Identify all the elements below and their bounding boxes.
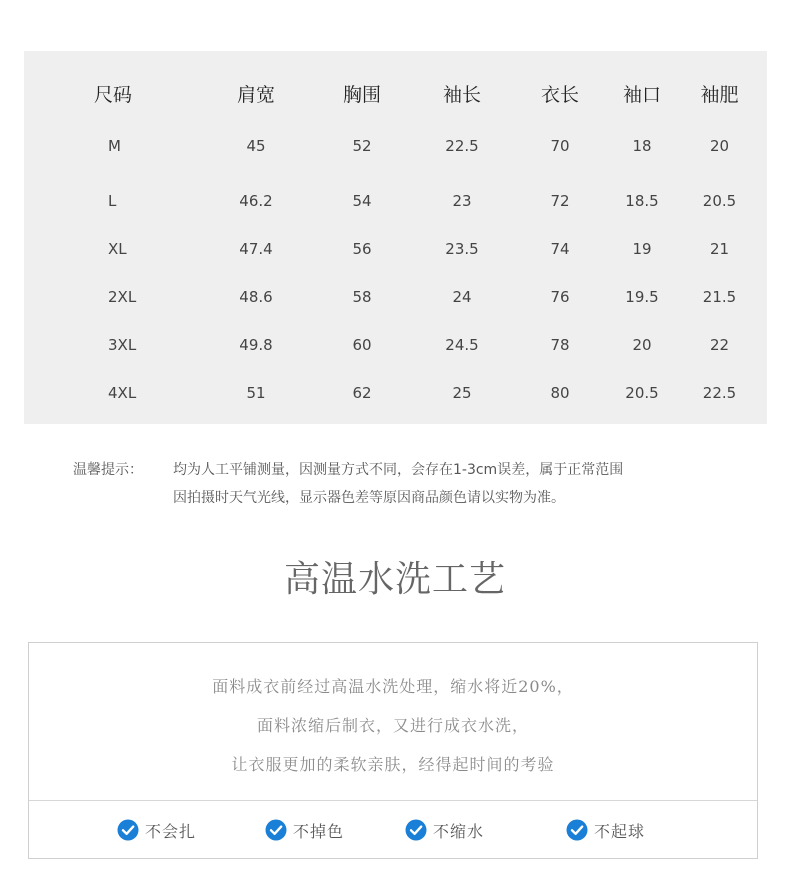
cell-sleeve-width: 20.5	[702, 192, 737, 210]
cell-sleeve-length: 24.5	[445, 336, 479, 354]
header-shoulder: 肩宽	[236, 83, 275, 106]
cell-body-length: 80	[550, 384, 570, 402]
cell-size: 4XL	[108, 384, 137, 402]
wash-description	[29, 667, 757, 784]
cell-chest: 54	[352, 192, 372, 210]
feature-label: 不掉色	[293, 821, 345, 841]
check-circle-icon	[405, 819, 427, 841]
cell-shoulder: 47.4	[239, 240, 273, 258]
cell-size: M	[108, 137, 121, 155]
cell-body-length: 72	[550, 192, 570, 210]
feature-no-fade	[265, 818, 344, 842]
cell-sleeve-width: 22	[709, 336, 730, 354]
cell-body-length: 70	[550, 137, 570, 155]
cell-shoulder: 45	[246, 137, 266, 155]
cell-sleeve-length: 23.5	[445, 240, 479, 258]
cell-chest: 60	[352, 336, 372, 354]
cell-body-length: 76	[550, 288, 570, 306]
notice-text	[173, 456, 773, 512]
cell-body-length: 78	[550, 336, 570, 354]
size-table-header-row	[24, 51, 767, 135]
section-title: 高温水洗工艺	[283, 559, 506, 600]
cell-chest: 56	[352, 240, 372, 258]
table-row	[24, 225, 767, 273]
check-circle-icon	[117, 819, 139, 841]
check-circle-icon	[265, 819, 287, 841]
feature-no-shrink	[405, 818, 484, 842]
header-sleeve-width: 袖肥	[700, 83, 739, 106]
header-size: 尺码	[94, 83, 133, 106]
cell-chest: 52	[352, 137, 372, 155]
cell-sleeve-width: 21.5	[702, 288, 737, 306]
cell-shoulder: 49.8	[239, 336, 273, 354]
header-sleeve-length: 袖长	[442, 83, 481, 106]
notice-label: 温馨提示：	[73, 462, 143, 478]
divider	[29, 800, 757, 801]
cell-cuff: 19.5	[625, 288, 659, 306]
notice-line: 因拍摄时天气光线，显示器色差等原因商品颜色请以实物为准。	[173, 490, 565, 506]
cell-cuff: 20	[632, 336, 652, 354]
cell-size: 3XL	[108, 336, 137, 354]
cell-body-length: 74	[550, 240, 570, 258]
cell-size: 2XL	[108, 288, 137, 306]
cell-size: XL	[108, 240, 127, 258]
check-circle-icon	[566, 819, 588, 841]
header-cuff: 袖口	[622, 83, 661, 106]
cell-sleeve-length: 23	[452, 192, 472, 210]
wash-line: 面料浓缩后制衣，又进行成衣水洗，	[256, 716, 529, 735]
header-body-length: 衣长	[540, 83, 579, 106]
feature-no-pilling	[566, 818, 645, 842]
cell-cuff: 20.5	[625, 384, 659, 402]
cell-cuff: 18.5	[625, 192, 659, 210]
cell-sleeve-width: 20	[709, 137, 730, 155]
cell-cuff: 18	[632, 137, 652, 155]
cell-chest: 62	[352, 384, 372, 402]
notice-line: 均为人工平铺测量，因测量方式不同，会存在1-3cm误差，属于正常范围	[173, 462, 624, 478]
cell-sleeve-width: 21	[709, 240, 730, 258]
wash-line: 面料成衣前经过高温水洗处理，缩水将近20%，	[212, 677, 574, 696]
feature-label: 不会扎	[145, 821, 197, 841]
cell-cuff: 19	[632, 240, 652, 258]
table-row	[24, 321, 767, 369]
cell-chest: 58	[352, 288, 372, 306]
table-row	[24, 135, 767, 177]
cell-shoulder: 46.2	[239, 192, 273, 210]
cell-shoulder: 51	[246, 384, 266, 402]
cell-sleeve-length: 22.5	[445, 137, 479, 155]
wash-process-card	[28, 642, 758, 859]
table-row	[24, 177, 767, 225]
feature-label: 不缩水	[433, 821, 485, 841]
feature-no-itch	[117, 818, 196, 842]
cell-sleeve-length: 25	[452, 384, 472, 402]
feature-label: 不起球	[594, 821, 646, 841]
size-table	[24, 51, 767, 417]
cell-sleeve-length: 24	[452, 288, 472, 306]
cell-sleeve-width: 22.5	[702, 384, 737, 402]
table-row	[24, 369, 767, 417]
header-chest: 胸围	[342, 83, 381, 106]
cell-shoulder: 48.6	[239, 288, 273, 306]
cell-size: L	[108, 192, 117, 210]
wash-line: 让衣服更加的柔软亲肤，经得起时间的考验	[231, 755, 555, 774]
table-row	[24, 273, 767, 321]
size-table-panel	[24, 51, 767, 424]
